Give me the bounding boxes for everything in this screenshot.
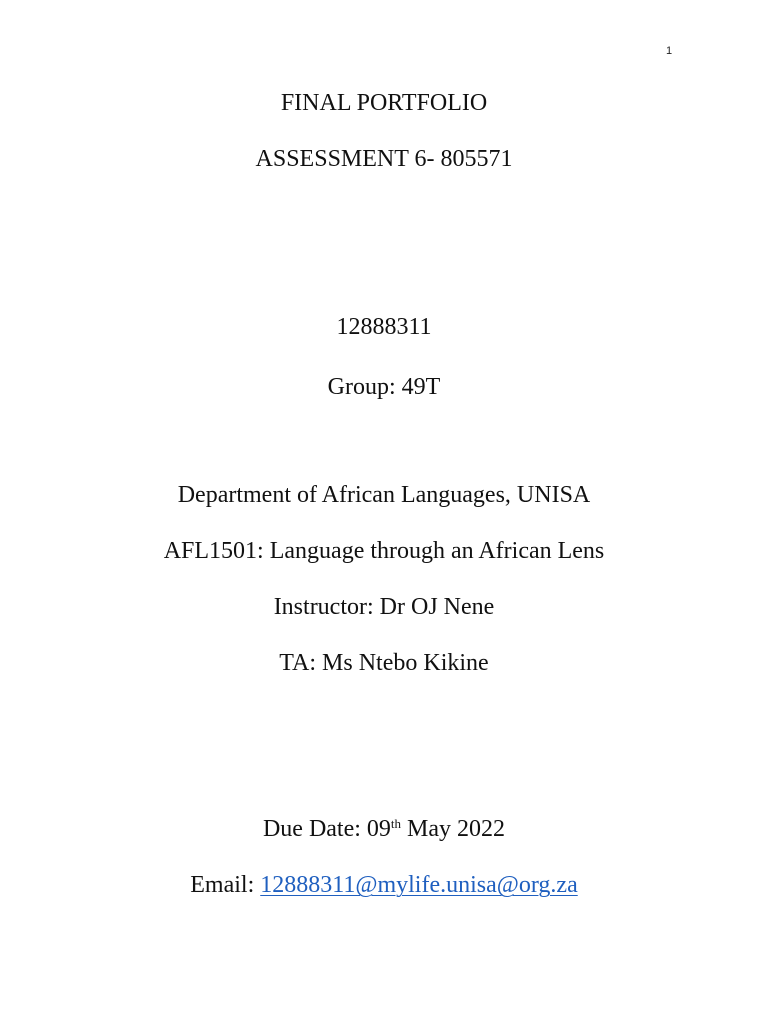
document-title: FINAL PORTFOLIO xyxy=(280,90,488,116)
due-date-ordinal: th xyxy=(390,816,402,831)
group-label: Group: 49T xyxy=(327,374,441,400)
instructor-name: Instructor: Dr OJ Nene xyxy=(273,594,495,620)
email-label: Email: xyxy=(190,872,261,898)
email-line xyxy=(0,871,768,899)
module-title: AFL1501: Language through an African Lens xyxy=(163,538,605,564)
email-link[interactable]: 12888311@mylife.unisa@org.za xyxy=(260,872,578,898)
student-number: 12888311 xyxy=(336,314,432,340)
page-number: 1 xyxy=(666,45,673,57)
department-name: Department of African Languages, UNISA xyxy=(177,482,591,508)
ta-name: TA: Ms Ntebo Kikine xyxy=(279,650,489,676)
due-date xyxy=(0,815,768,843)
due-date-suffix: May 2022 xyxy=(401,816,506,842)
assessment-heading: ASSESSMENT 6- 805571 xyxy=(255,146,513,172)
due-date-prefix: Due Date: 09 xyxy=(262,816,391,842)
